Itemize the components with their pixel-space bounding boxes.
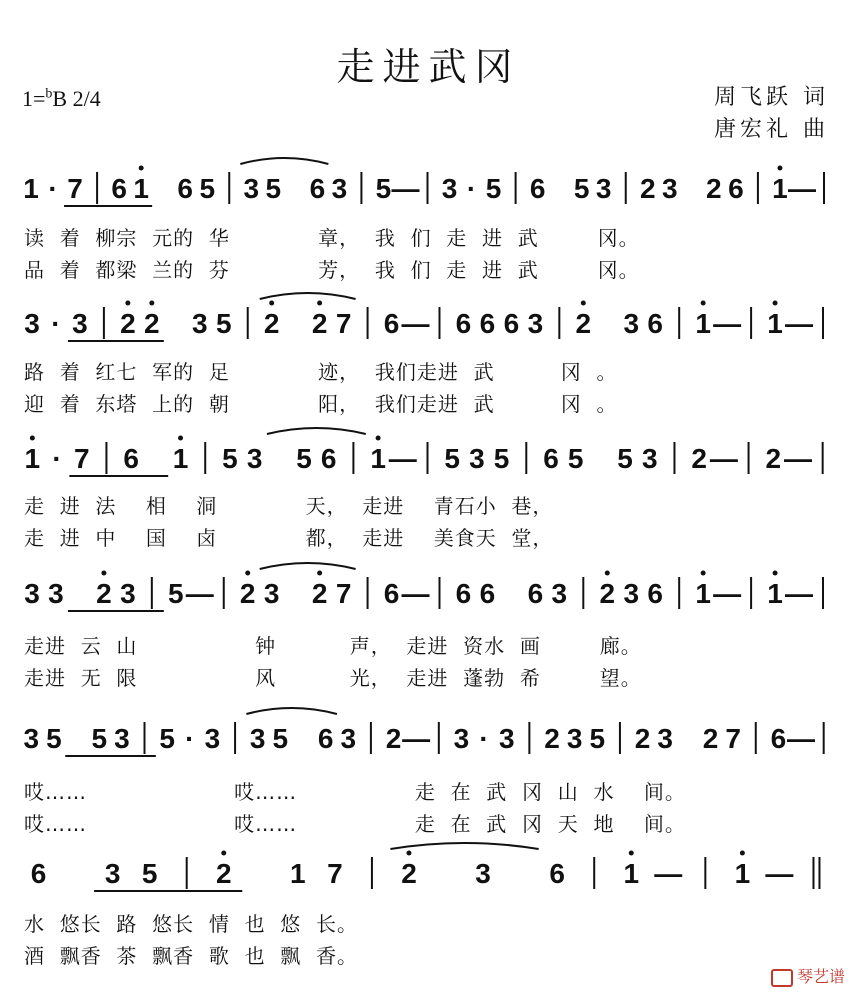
note: 3 — [23, 723, 40, 754]
note: 7 — [335, 308, 352, 339]
note: 7 — [335, 578, 352, 609]
key-signature — [22, 86, 101, 112]
note: 5 — [485, 173, 502, 204]
flat-sign: b — [45, 86, 53, 102]
octave-dot — [376, 436, 381, 441]
note: 5 — [296, 443, 312, 474]
note: 3 — [527, 308, 544, 339]
song-title: 走进武冈 — [336, 45, 521, 89]
note: 2 — [215, 858, 232, 889]
note: 3 — [595, 173, 612, 204]
note: 3 — [204, 723, 221, 754]
notation-row-2 — [0, 285, 857, 355]
octave-dot — [149, 301, 154, 306]
note: 3 — [191, 308, 208, 339]
note: 6 — [320, 443, 337, 474]
note: — — [185, 578, 214, 609]
note: 6 — [455, 308, 472, 339]
note: 3 — [249, 723, 266, 754]
lyric-row-5-verse-1: 哎…… 哎…… 走 在 武 冈 山 水 间。 — [24, 780, 686, 804]
note: 7 — [73, 443, 90, 474]
composer-credit: 唐宏礼 曲 — [714, 117, 829, 142]
note: — — [785, 308, 814, 339]
note: 5 — [444, 443, 460, 474]
octave-dot — [701, 571, 706, 576]
note: 6 — [455, 578, 472, 609]
note: 1 — [623, 858, 640, 889]
note: 1 — [695, 308, 711, 339]
note: 5 — [91, 723, 108, 754]
slur-arc — [260, 563, 356, 569]
note: 3 — [246, 443, 263, 474]
note: 6 — [647, 308, 664, 339]
note: 1 — [767, 308, 783, 339]
note: 6 — [543, 443, 559, 474]
note: 2 — [706, 173, 722, 204]
note: 3 — [48, 578, 64, 609]
note: 6 — [529, 173, 546, 204]
lyric-row-4-verse-2: 走进 无 限 风 光， 走进 蓬勃 希 望。 — [24, 666, 642, 690]
note: 6 — [123, 443, 139, 474]
note: 5 — [46, 723, 62, 754]
note: 2 — [702, 723, 719, 754]
note: 3 — [72, 308, 88, 339]
lyric-row-1-verse-2: 品 着 都梁 兰的 芬 芳， 我 们 走 进 武 冈。 — [24, 258, 640, 282]
note: — — [713, 578, 742, 609]
note: 6 — [309, 173, 326, 204]
note: 7 — [725, 723, 741, 754]
note: 3 — [104, 858, 121, 889]
octave-dot — [269, 301, 274, 306]
note: 2 — [144, 308, 160, 339]
notation-row-3 — [0, 420, 857, 490]
note: 1 — [24, 443, 41, 474]
octave-dot — [221, 851, 226, 856]
note: 5 — [222, 443, 238, 474]
slur-arc — [390, 843, 538, 849]
note: 7 — [67, 173, 83, 204]
note: 2 — [385, 723, 402, 754]
octave-dot — [701, 301, 706, 306]
note: 3 — [498, 723, 515, 754]
note: 6 — [30, 858, 47, 889]
note: 2 — [311, 308, 328, 339]
staff-row-6 — [0, 835, 857, 910]
logo-icon — [771, 969, 793, 987]
note: 1 — [172, 443, 189, 474]
note: 6 — [317, 723, 334, 754]
note: 2 — [639, 173, 656, 204]
note: 1 — [290, 858, 306, 889]
note: 3 — [662, 173, 678, 204]
note: 2 — [311, 578, 328, 609]
note: 2 — [239, 578, 256, 609]
octave-dot — [605, 571, 610, 576]
octave-dot — [777, 166, 782, 171]
note: 2 — [120, 308, 136, 339]
slur-arc — [267, 428, 366, 434]
note: — — [388, 443, 417, 474]
note: 5 — [617, 443, 633, 474]
staff-row-3 — [0, 420, 857, 490]
note: 5 — [141, 858, 158, 889]
note: 3 — [340, 723, 357, 754]
note: 1 — [370, 443, 386, 474]
octave-dot — [245, 571, 250, 576]
note: · — [48, 173, 58, 204]
site-watermark — [771, 964, 845, 987]
note: 6 — [770, 723, 787, 754]
note: 3 — [469, 443, 485, 474]
octave-dot — [773, 301, 778, 306]
note: — — [402, 723, 431, 754]
note: — — [401, 308, 430, 339]
note: 2 — [599, 578, 616, 609]
notation-row-6 — [0, 835, 857, 910]
note: 6 — [503, 308, 520, 339]
note: 1 — [772, 173, 788, 204]
note: 3 — [566, 723, 583, 754]
octave-dot — [581, 301, 586, 306]
note: 3 — [120, 578, 136, 609]
octave-dot — [317, 571, 322, 576]
note: 3 — [24, 308, 40, 339]
note: 6 — [383, 578, 400, 609]
octave-dot — [740, 851, 745, 856]
note: 6 — [111, 173, 127, 204]
note: 2 — [401, 858, 417, 889]
note: 3 — [331, 173, 348, 204]
note: 5 — [199, 173, 216, 204]
note: — — [713, 308, 742, 339]
note: 3 — [453, 723, 470, 754]
watermark-text: 琴艺谱 — [796, 967, 845, 986]
note: 5 — [159, 723, 175, 754]
note: — — [765, 858, 794, 889]
note: 2 — [263, 308, 280, 339]
note: 6 — [383, 308, 400, 339]
note: 5 — [265, 173, 282, 204]
lyric-row-4-verse-1: 走进 云 山 钟 声， 走进 资水 画 廊。 — [24, 634, 642, 658]
lyric-row-6-verse-1: 水 悠长 路 悠长 情 也 悠 长。 — [24, 912, 359, 936]
note: 2 — [575, 308, 592, 339]
staff-row-4 — [0, 555, 857, 625]
lyric-row-5-verse-2: 哎…… 哎…… 走 在 武 冈 天 地 间。 — [24, 812, 686, 836]
note: 5 — [375, 173, 392, 204]
note: 3 — [623, 578, 640, 609]
lyric-row-3-verse-1: 走 进 法 相 洞 天， 走进 青石小 巷， — [24, 494, 554, 518]
octave-dot — [406, 851, 411, 856]
note: 3 — [641, 443, 658, 474]
note: 2 — [544, 723, 560, 754]
slur-arc — [240, 158, 328, 164]
note: 6 — [527, 578, 544, 609]
note: 2 — [691, 443, 707, 474]
note: 6 — [479, 308, 496, 339]
note: 3 — [551, 578, 568, 609]
note: 3 — [441, 173, 458, 204]
slur-arc — [260, 293, 356, 299]
note: · — [185, 723, 195, 754]
note: — — [785, 578, 814, 609]
lyricist-credit: 周飞跃 词 — [714, 85, 829, 110]
key-prefix: 1= — [22, 86, 46, 111]
octave-dot — [178, 436, 183, 441]
staff-row-1 — [0, 150, 857, 220]
octave-dot — [773, 571, 778, 576]
slur-arc — [246, 708, 337, 714]
octave-dot — [139, 166, 144, 171]
octave-dot — [629, 851, 634, 856]
note: 1 — [734, 858, 751, 889]
note: 3 — [114, 723, 130, 754]
note: 5 — [573, 173, 590, 204]
note: — — [709, 443, 738, 474]
note: 7 — [327, 858, 343, 889]
lyric-row-2-verse-1: 路 着 红七 军的 足 迹， 我们走进 武 冈 。 — [24, 360, 618, 384]
lyric-row-1-verse-1: 读 着 柳宗 元的 华 章， 我 们 走 进 武 冈。 — [24, 226, 640, 250]
note: 1 — [23, 173, 39, 204]
lyric-row-3-verse-2: 走 进 中 国 卤 都， 走进 美食天 堂， — [24, 526, 554, 550]
octave-dot — [125, 301, 130, 306]
note: 3 — [24, 578, 40, 609]
note: 3 — [657, 723, 673, 754]
key-note: B — [52, 86, 68, 111]
note: 2 — [96, 578, 112, 609]
note: — — [783, 443, 812, 474]
note: 5 — [272, 723, 289, 754]
note: 6 — [549, 858, 565, 889]
note: 1 — [767, 578, 783, 609]
note: 3 — [243, 173, 260, 204]
octave-dot — [317, 301, 322, 306]
note: · — [466, 173, 477, 204]
note: 6 — [479, 578, 496, 609]
note: · — [52, 443, 62, 474]
note: · — [51, 308, 61, 339]
note: 3 — [263, 578, 280, 609]
note: — — [654, 858, 683, 889]
note: 6 — [728, 173, 744, 204]
note: — — [787, 173, 816, 204]
note: 5 — [215, 308, 232, 339]
note: 1 — [133, 173, 149, 204]
note: 2 — [765, 443, 782, 474]
note: 6 — [177, 173, 193, 204]
lyric-row-2-verse-2: 迎 着 东塔 上的 朝 阳， 我们走进 武 冈 。 — [24, 392, 618, 416]
note: 5 — [493, 443, 510, 474]
note: 5 — [589, 723, 606, 754]
note: · — [479, 723, 489, 754]
note: 5 — [567, 443, 584, 474]
note: 3 — [475, 858, 491, 889]
time-signature: 2/4 — [72, 86, 101, 111]
note: — — [787, 723, 816, 754]
note: — — [401, 578, 430, 609]
staff-row-2 — [0, 285, 857, 355]
octave-dot — [101, 571, 106, 576]
note: — — [391, 173, 420, 204]
octave-dot — [30, 436, 35, 441]
notation-row-5 — [0, 700, 857, 780]
note: 1 — [695, 578, 711, 609]
note: 2 — [634, 723, 651, 754]
note: 5 — [168, 578, 184, 609]
note: 3 — [623, 308, 640, 339]
notation-row-4 — [0, 555, 857, 625]
lyric-row-6-verse-2: 酒 飘香 茶 飘香 歌 也 飘 香。 — [24, 944, 359, 968]
staff-row-5 — [0, 700, 857, 780]
notation-row-1 — [0, 150, 857, 220]
note: 6 — [647, 578, 664, 609]
